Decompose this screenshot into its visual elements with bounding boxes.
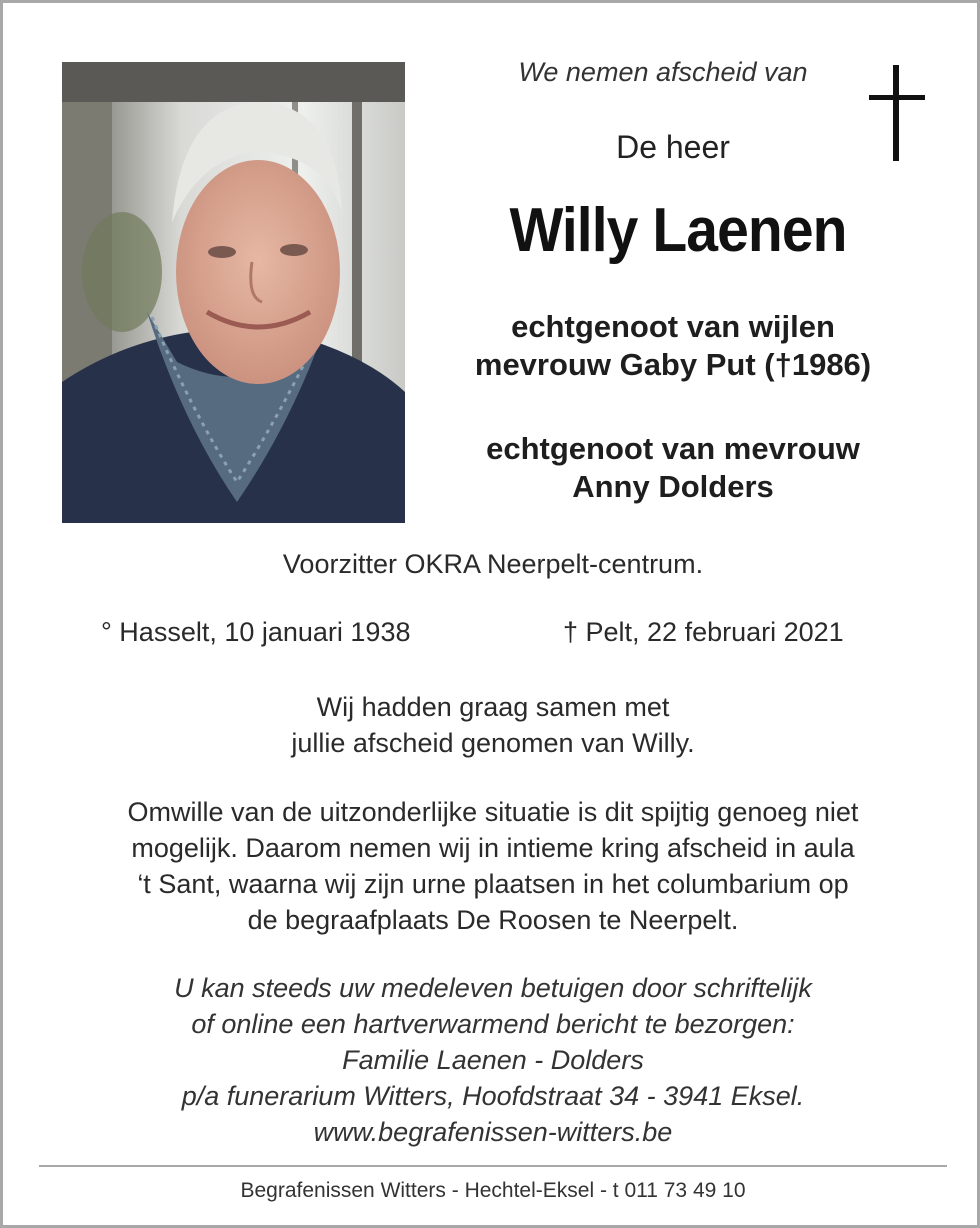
paragraph-line: mogelijk. Daarom nemen wij in intieme kring afscheid in aula bbox=[131, 833, 855, 863]
function-text: Voorzitter OKRA Neerpelt-centrum. bbox=[282, 549, 704, 579]
portrait-photo bbox=[62, 62, 405, 523]
paragraph-line: Wij hadden graag samen met bbox=[316, 692, 670, 722]
cross-icon bbox=[869, 65, 925, 161]
footer-text: Begrafenissen Witters - Hechtel-Eksel - t 011 73 49 10 bbox=[240, 1179, 746, 1202]
address-line: p/a funerarium Witters, Hoofdstraat 34 - 3941 Eksel. bbox=[181, 1081, 805, 1111]
relation-spouse bbox=[423, 430, 923, 506]
relation-line: mevrouw Gaby Put (†1986) bbox=[474, 347, 872, 382]
paragraph-line: U kan steeds uw medeleven betuigen door schriftelijk bbox=[174, 973, 812, 1003]
footer-divider bbox=[39, 1165, 947, 1167]
relation-line: echtgenoot van mevrouw bbox=[486, 431, 860, 466]
message-paragraph bbox=[43, 689, 943, 761]
honorific: De heer bbox=[616, 129, 730, 165]
family-name-line: Familie Laenen - Dolders bbox=[342, 1045, 644, 1075]
situation-paragraph bbox=[43, 794, 943, 938]
paragraph-line: ‘t Sant, waarna wij zijn urne plaatsen in het columbarium op bbox=[137, 869, 849, 899]
relation-line: echtgenoot van wijlen bbox=[511, 309, 835, 344]
paragraph-line: de begraafplaats De Roosen te Neerpelt. bbox=[247, 905, 739, 935]
website-link[interactable]: www.begrafenissen-witters.be bbox=[313, 1117, 673, 1147]
birth-info: ° Hasselt, 10 januari 1938 bbox=[101, 617, 411, 647]
relation-late-spouse bbox=[423, 308, 923, 384]
condolence-paragraph bbox=[43, 970, 943, 1150]
intro-text: We nemen afscheid van bbox=[518, 57, 808, 87]
paragraph-line: jullie afscheid genomen van Willy. bbox=[291, 728, 695, 758]
death-info: † Pelt, 22 februari 2021 bbox=[563, 617, 844, 647]
paragraph-line: of online een hartverwarmend bericht te bezorgen: bbox=[191, 1009, 795, 1039]
paragraph-line: Omwille van de uitzonderlijke situatie is dit spijtig genoeg niet bbox=[127, 797, 859, 827]
deceased-name: Willy Laenen bbox=[509, 196, 847, 265]
relation-line: Anny Dolders bbox=[572, 469, 774, 504]
